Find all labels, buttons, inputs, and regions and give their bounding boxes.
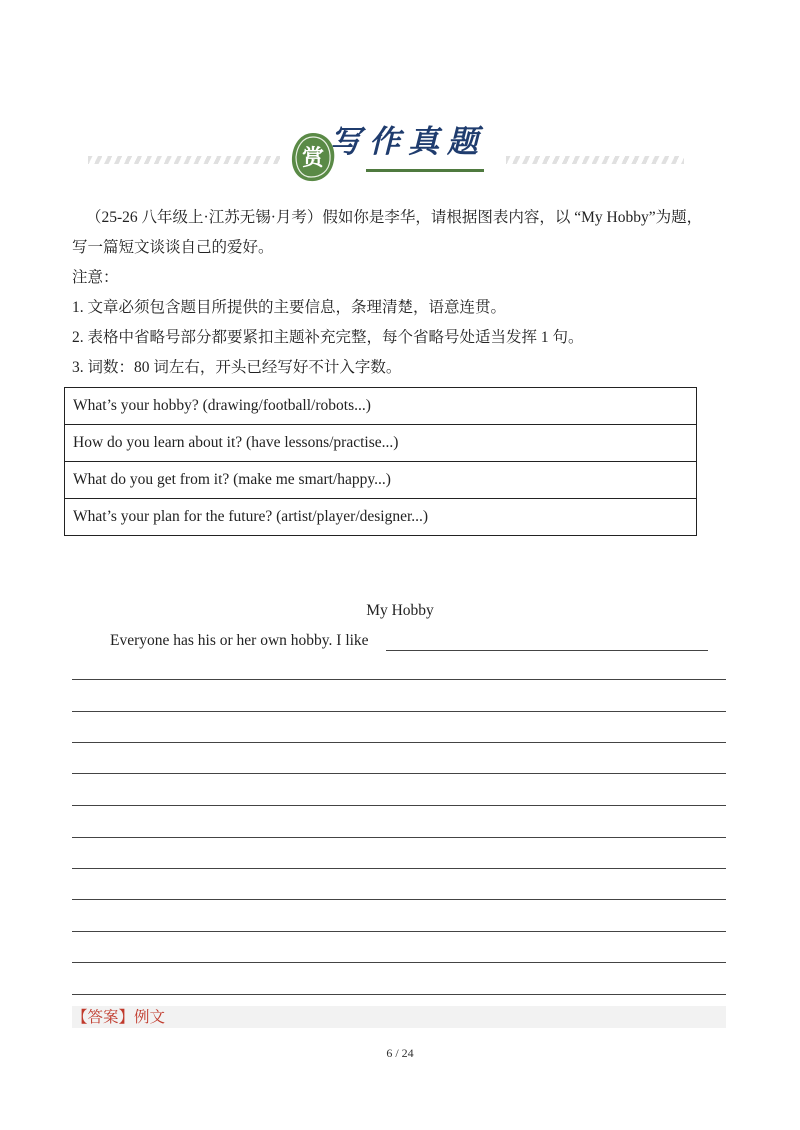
note-2: 2. 表格中省略号部分都要紧扣主题补充完整，每个省略号处适当发挥 1 句。 (72, 329, 584, 346)
table-row (65, 499, 697, 536)
writing-line[interactable] (72, 773, 726, 774)
note-heading: 注意： (72, 269, 119, 286)
writing-line[interactable] (72, 837, 726, 838)
prompt-line-1: （25-26 八年级上·江苏无锡·月考）假如你是李华，请根据图表内容，以 “My Hobby”为题， (86, 209, 703, 226)
writing-line[interactable] (72, 805, 726, 806)
table-cell: What do you get from it? (make me smart/happy...) (65, 462, 697, 499)
answer-bar (72, 1006, 726, 1028)
writing-line[interactable] (72, 868, 726, 869)
banner-badge-text: 赏 (301, 145, 325, 171)
note-1: 1. 文章必须包含题目所提供的主要信息，条理清楚，语意连贯。 (72, 299, 507, 316)
banner-title: 写作真题 (330, 124, 486, 160)
prompt-line-2: 写一篇短文谈谈自己的爱好。 (72, 239, 274, 256)
table-cell: What’s your plan for the future? (artist/player/designer...) (65, 499, 697, 536)
table-row (65, 425, 697, 462)
writing-line[interactable] (72, 962, 726, 963)
writing-line[interactable] (72, 711, 726, 712)
answer-label: 【答案】例文 (72, 1008, 166, 1026)
essay-title: My Hobby (366, 602, 434, 619)
writing-line[interactable] (72, 994, 726, 995)
banner-stripe-right (506, 156, 684, 164)
table-cell: How do you learn about it? (have lessons/practise...) (65, 425, 697, 462)
table-row (65, 388, 697, 425)
writing-line[interactable] (72, 899, 726, 900)
note-3: 3. 词数：80 词左右，开头已经写好不计入字数。 (72, 359, 402, 376)
writing-line-first[interactable] (386, 650, 708, 651)
writing-line[interactable] (72, 931, 726, 932)
writing-line[interactable] (72, 679, 726, 680)
essay-opening: Everyone has his or her own hobby. I like (110, 632, 369, 649)
question-table (64, 387, 697, 536)
table-cell: What’s your hobby? (drawing/football/robots...) (65, 388, 697, 425)
table-row (65, 462, 697, 499)
banner-underline (366, 169, 484, 172)
banner-stripe-left (88, 156, 280, 164)
writing-line[interactable] (72, 742, 726, 743)
page-number: 6 / 24 (386, 1046, 414, 1060)
